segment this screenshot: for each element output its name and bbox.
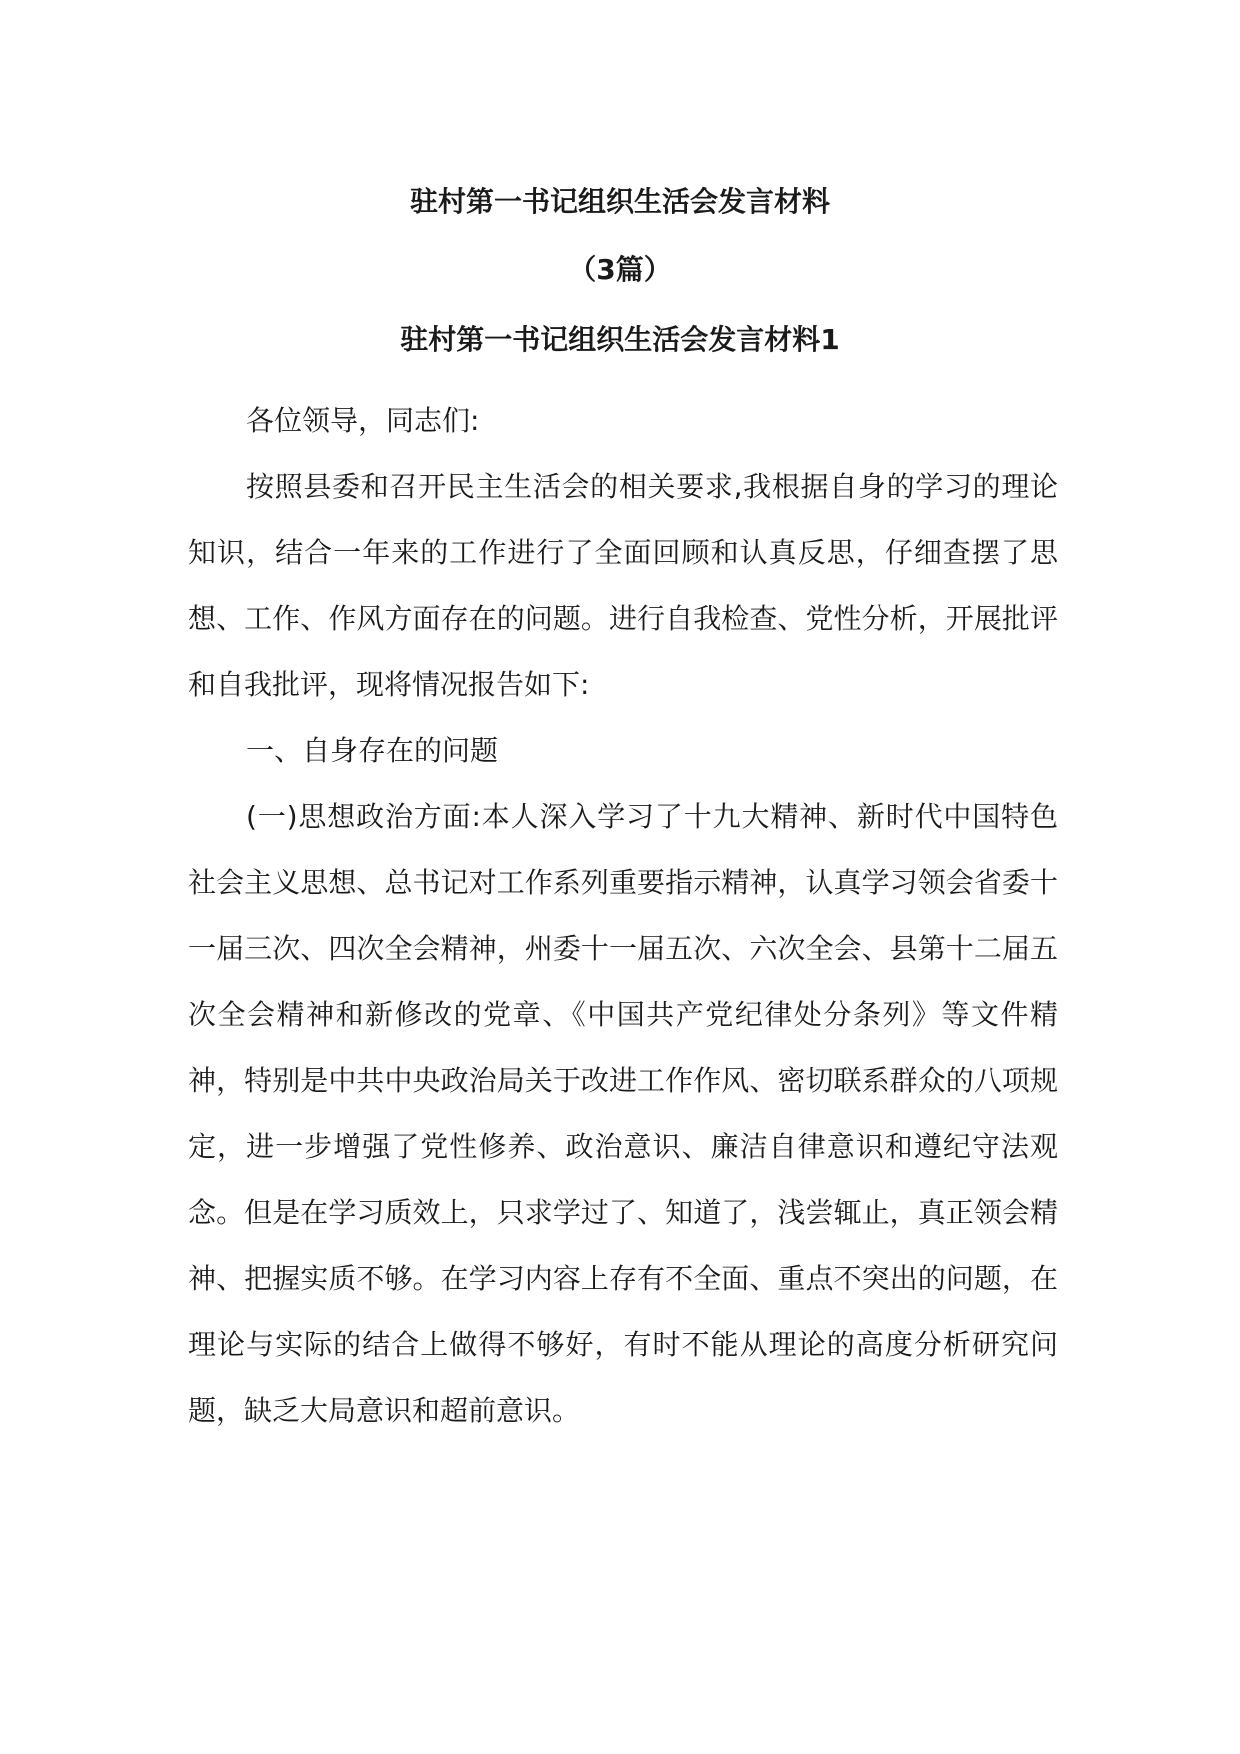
document-title-count: （3篇） <box>568 253 672 286</box>
document-subtitle: 驻村第一书记组织生活会发言材料1 <box>400 323 840 356</box>
document-title: 驻村第一书记组织生活会发言材料 <box>409 185 830 218</box>
section-heading: 一、自身存在的问题 <box>246 734 499 767</box>
greeting-paragraph: 各位领导，同志们: <box>246 404 480 437</box>
document-body <box>188 388 1058 1444</box>
body-paragraph: (一)思想政治方面:本人深入学习了十九大精神、新时代中国特色社会主义思想、总书记对工作系列重要指示精神，认真学习领会省委十一届三次、四次全会精神，州委十一届五次、六次全会、县第十二届五次全会精神和新修改的党章、《中国共产党纪律处分条列》等文件精神，特别是中共中央政治局关于改进工作作风、密切联系群众的八项规定，进一步增强了党性修养、政治意识、廉洁自律意识和遵纪守法观念。但是在学习质效上，只求学过了、知道了，浅尝辄止，真正领会精神、把握实质不够。在学习内容上存有不全面、重点不突出的问题，在理论与实际的结合上做得不够好，有时不能从理论的高度分析研究问题，缺乏大局意识和超前意识。 <box>188 800 1058 1427</box>
intro-paragraph: 按照县委和召开民主生活会的相关要求,我根据自身的学习的理论知识，结合一年来的工作进行了全面回顾和认真反思，仔细查摆了思想、工作、作风方面存在的问题。进行自我检查、党性分析，开展批评和自我批评，现将情况报告如下: <box>188 470 1058 701</box>
